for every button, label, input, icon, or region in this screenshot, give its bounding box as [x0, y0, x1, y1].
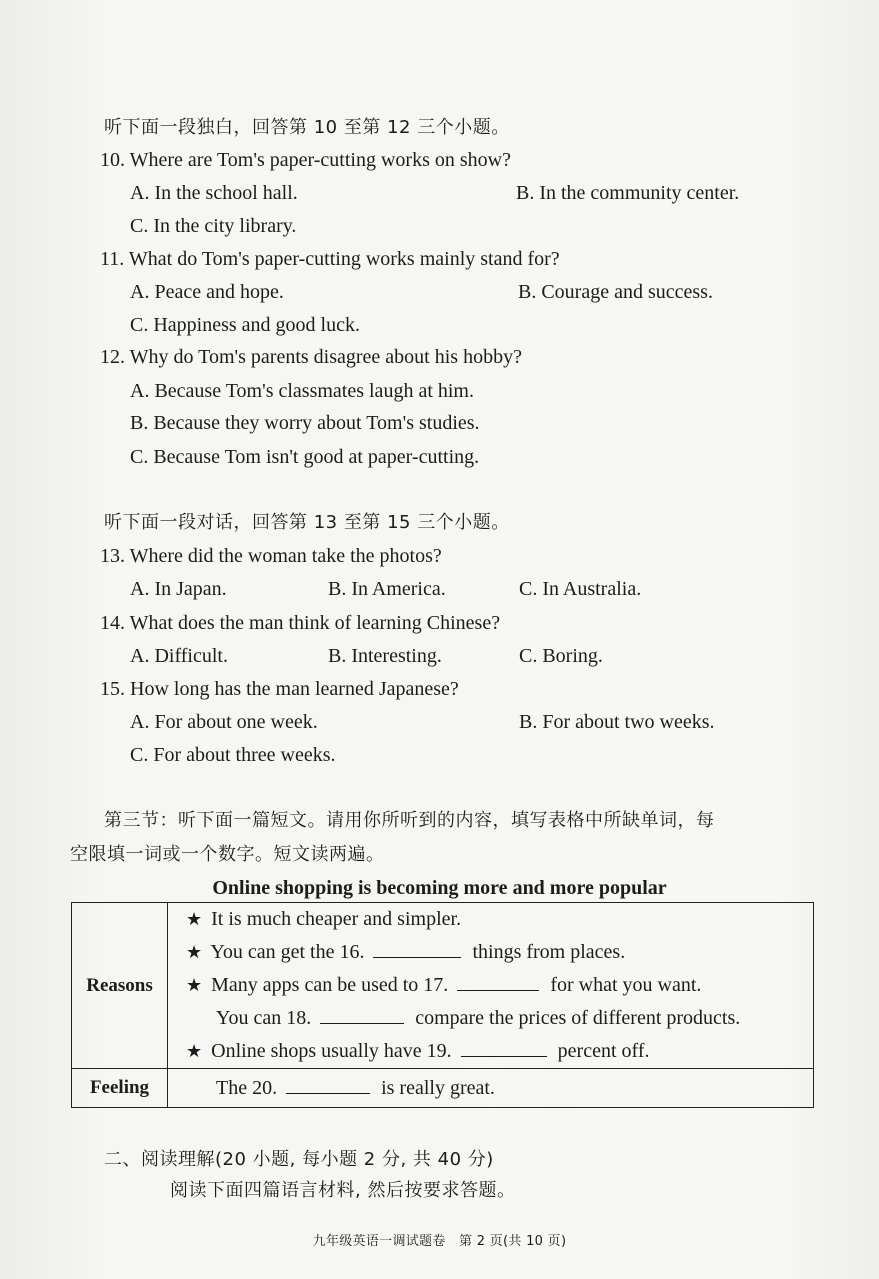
question-15: 15. How long has the man learned Japanese? — [100, 678, 459, 700]
option-11-b: B. Courage and success. — [518, 281, 713, 303]
option-15-b: B. For about two weeks. — [519, 711, 715, 733]
option-10-c: C. In the city library. — [130, 215, 297, 237]
option-14-b: B. Interesting. — [328, 645, 442, 667]
option-13-b: B. In America. — [328, 578, 446, 600]
feeling-label: Feeling — [72, 1069, 168, 1108]
page-footer: 九年级英语一调试题卷 第 2 页(共 10 页) — [312, 1234, 567, 1249]
reason-3-text-pre: Many apps can be used to 17. — [211, 974, 449, 996]
reason-4-text-pre: You can 18. — [216, 1007, 312, 1029]
option-12-a: A. Because Tom's classmates laugh at him. — [130, 380, 474, 402]
part3-instruction-line2: 空限填一词或一个数字。短文读两遍。 — [70, 844, 385, 865]
question-14: 14. What does the man think of learning Chinese? — [100, 612, 501, 634]
option-10-b: B. In the community center. — [516, 182, 740, 204]
reason-4 — [186, 1002, 813, 1035]
reason-4-text-post: compare the prices of different products. — [415, 1007, 741, 1029]
reason-1-text: It is much cheaper and simpler. — [211, 908, 462, 930]
reason-2 — [186, 936, 813, 969]
star-icon: ★ — [186, 1041, 203, 1061]
option-11-a: A. Peace and hope. — [130, 281, 284, 303]
option-14-c: C. Boring. — [519, 645, 603, 667]
reason-2-text-pre: You can get the 16. — [210, 941, 365, 963]
blank-17[interactable] — [457, 974, 539, 991]
reasons-content — [168, 903, 814, 1069]
reason-3 — [186, 969, 813, 1002]
section-intro-13-15: 听下面一段对话，回答第 13 至第 15 三个小题。 — [104, 512, 510, 533]
reasons-label: Reasons — [72, 903, 168, 1069]
feeling-text-post: is really great. — [381, 1077, 495, 1099]
option-13-c: C. In Australia. — [519, 578, 642, 600]
part3-instruction-line1: 第三节：听下面一篇短文。请用你所听到的内容，填写表格中所缺单词，每 — [104, 810, 715, 831]
fill-in-table — [71, 902, 814, 1108]
star-icon: ★ — [186, 942, 203, 962]
option-13-a: A. In Japan. — [130, 578, 227, 600]
reason-5 — [186, 1035, 813, 1068]
feeling-text-pre: The 20. — [216, 1077, 278, 1099]
blank-16[interactable] — [373, 941, 461, 958]
reason-5-text-post: percent off. — [557, 1040, 650, 1062]
option-15-a: A. For about one week. — [130, 711, 318, 733]
reason-2-text-post: things from places. — [472, 941, 626, 963]
question-11: 11. What do Tom's paper-cutting works mainly stand for? — [100, 248, 560, 270]
feeling-content — [168, 1069, 814, 1108]
option-12-c: C. Because Tom isn't good at paper-cutting. — [130, 446, 480, 468]
option-11-c: C. Happiness and good luck. — [130, 314, 360, 336]
star-icon: ★ — [186, 909, 203, 929]
blank-20[interactable] — [286, 1077, 370, 1094]
reading-section-subtitle: 阅读下面四篇语言材料, 然后按要求答题。 — [170, 1180, 516, 1201]
question-10: 10. Where are Tom's paper-cutting works on show? — [100, 149, 511, 171]
section-intro-10-12: 听下面一段独白，回答第 10 至第 12 三个小题。 — [104, 117, 510, 138]
option-15-c: C. For about three weeks. — [130, 744, 336, 766]
reasons-row — [72, 903, 814, 1069]
reason-3-text-post: for what you want. — [550, 974, 702, 996]
question-13: 13. Where did the woman take the photos? — [100, 545, 442, 567]
star-icon: ★ — [186, 975, 203, 995]
option-12-b: B. Because they worry about Tom's studies. — [130, 412, 480, 434]
table-title: Online shopping is becoming more and more popular — [212, 877, 667, 899]
question-12: 12. Why do Tom's parents disagree about his hobby? — [100, 346, 522, 368]
option-10-a: A. In the school hall. — [130, 182, 298, 204]
blank-18[interactable] — [320, 1007, 404, 1024]
reason-1 — [186, 903, 813, 936]
feeling-row — [72, 1069, 814, 1108]
reading-section-title: 二、阅读理解(20 小题, 每小题 2 分, 共 40 分) — [104, 1149, 494, 1170]
feeling-line — [186, 1069, 813, 1107]
blank-19[interactable] — [461, 1040, 547, 1057]
option-14-a: A. Difficult. — [130, 645, 228, 667]
reason-5-text-pre: Online shops usually have 19. — [211, 1040, 452, 1062]
